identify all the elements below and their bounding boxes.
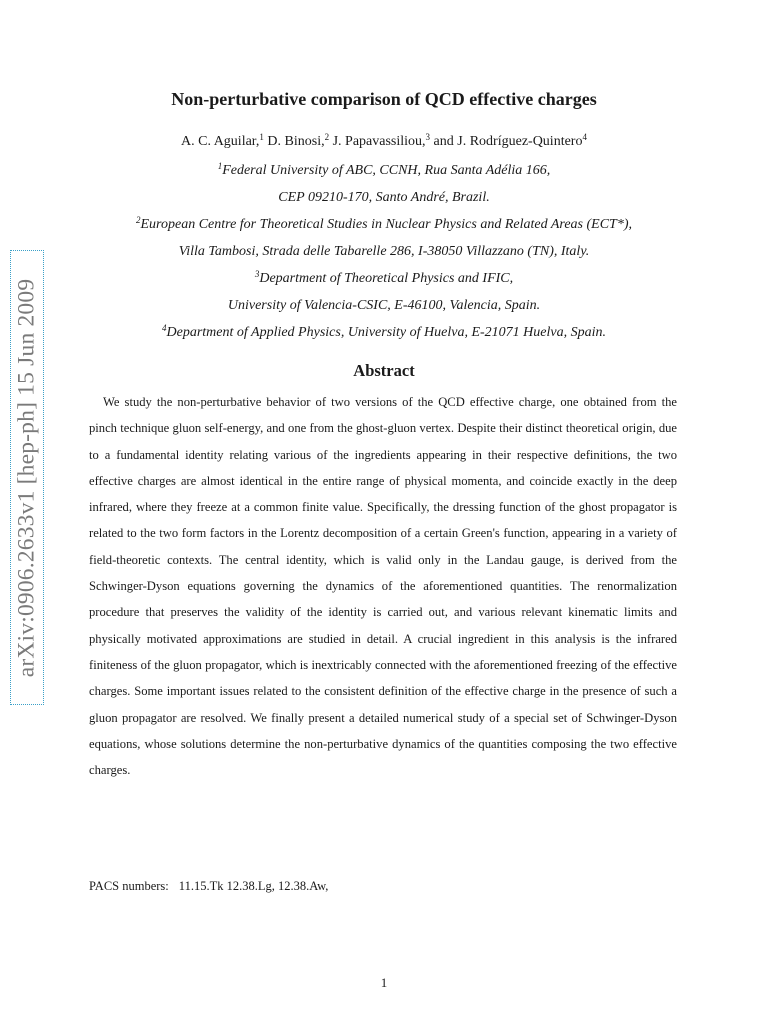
affiliation-4-line-1: $^4$Department of Applied Physics, University of Huelva, E-21071 Huelva, Spain. — [162, 323, 606, 340]
author-name: J. Papavassiliou, — [332, 134, 426, 149]
affiliation-1-line-2: CEP 09210-170, Santo André, Brazil. — [278, 190, 490, 205]
affiliation-1-line-1: $^1$Federal University of ABC, CCNH, Rua Santa Adélia 166, — [217, 161, 551, 178]
abstract-heading: Abstract — [353, 361, 415, 380]
affiliation-marker: 3 — [254, 269, 260, 279]
author-name: A. C. Aguilar, — [181, 134, 260, 149]
arxiv-identifier: arXiv:0906.2633v1 [hep-ph] 15 Jun 2009 — [13, 278, 40, 677]
affiliation-2-line-2: Villa Tambosi, Strada delle Tabarelle 286, I-38050 Villazzano (TN), Italy. — [178, 244, 590, 259]
author-list — [0, 134, 768, 150]
affiliation-marker: 2 — [136, 215, 141, 225]
author-affiliation-marker: 1 — [259, 132, 264, 142]
affiliation-marker: 4 — [162, 323, 167, 333]
affiliation-marker: 1 — [217, 161, 223, 171]
author-affiliation-marker: 2 — [324, 132, 330, 142]
pacs-values: 11.15.Tk 12.38.Lg, 12.38.Aw, — [178, 879, 329, 893]
author-affiliation-marker: 3 — [425, 132, 431, 142]
affiliation-2-line-1: $^2$European Centre for Theoretical Studies in Nuclear Physics and Related Areas (ECT*), — [136, 215, 632, 232]
paper-title: Non-perturbative comparison of QCD effective charges — [171, 89, 597, 109]
abstract-text: We study the non-perturbative behavior of two versions of the QCD effective charge, one obtained from the pinch technique gluon self-energy, and one from the ghost-gluon vertex. Despite their distinct theoretical origin, due to a fundamental identity relating various of the ingredients appearing in their respective definitions, the two effective charges are almost identical in the entire range of physical momenta, and coincide exactly in the deep infrared, where they freeze at a common finite value. Specifically, the dressing function of the ghost propagator is related to the two form factors in the Lorentz decomposition of a certain Green's function, appearing in a variety of field-theoretic contexts. The central identity, which is valid only in the Landau gauge, is derived from the Schwinger-Dyson equations governing the dynamics of the aforementioned quantities. The renormalization procedure that preserves the validity of the identity is carried out, and various relevant kinematic limits and physically motivated approximations are studied in detail. A crucial ingredient in this analysis is the infrared finiteness of the gluon propagator, which is inextricably connected with the aforementioned freezing of the effective charges. Some important issues related to the consistent definition of the effective charge in the presence of such a gluon propagator are resolved. We finally present a detailed numerical study of a special set of Schwinger-Dyson equations, whose solutions determine the non-perturbative dynamics of the quantities composing the two effective charges. — [89, 395, 677, 778]
affiliation-3-line-2: University of Valencia-CSIC, E-46100, Valencia, Spain. — [227, 298, 541, 313]
arxiv-stamp — [10, 250, 44, 705]
pacs-label: PACS numbers: — [89, 879, 169, 893]
page-number: 1 — [380, 975, 388, 990]
affiliation-3-line-1: $^3$Department of Theoretical Physics and IFIC, — [254, 269, 514, 286]
author-affiliation-marker: 4 — [582, 132, 587, 142]
pacs-numbers — [89, 879, 328, 894]
author-name: D. Binosi, — [267, 134, 325, 149]
author-name: and J. Rodríguez-Quintero — [433, 134, 583, 149]
